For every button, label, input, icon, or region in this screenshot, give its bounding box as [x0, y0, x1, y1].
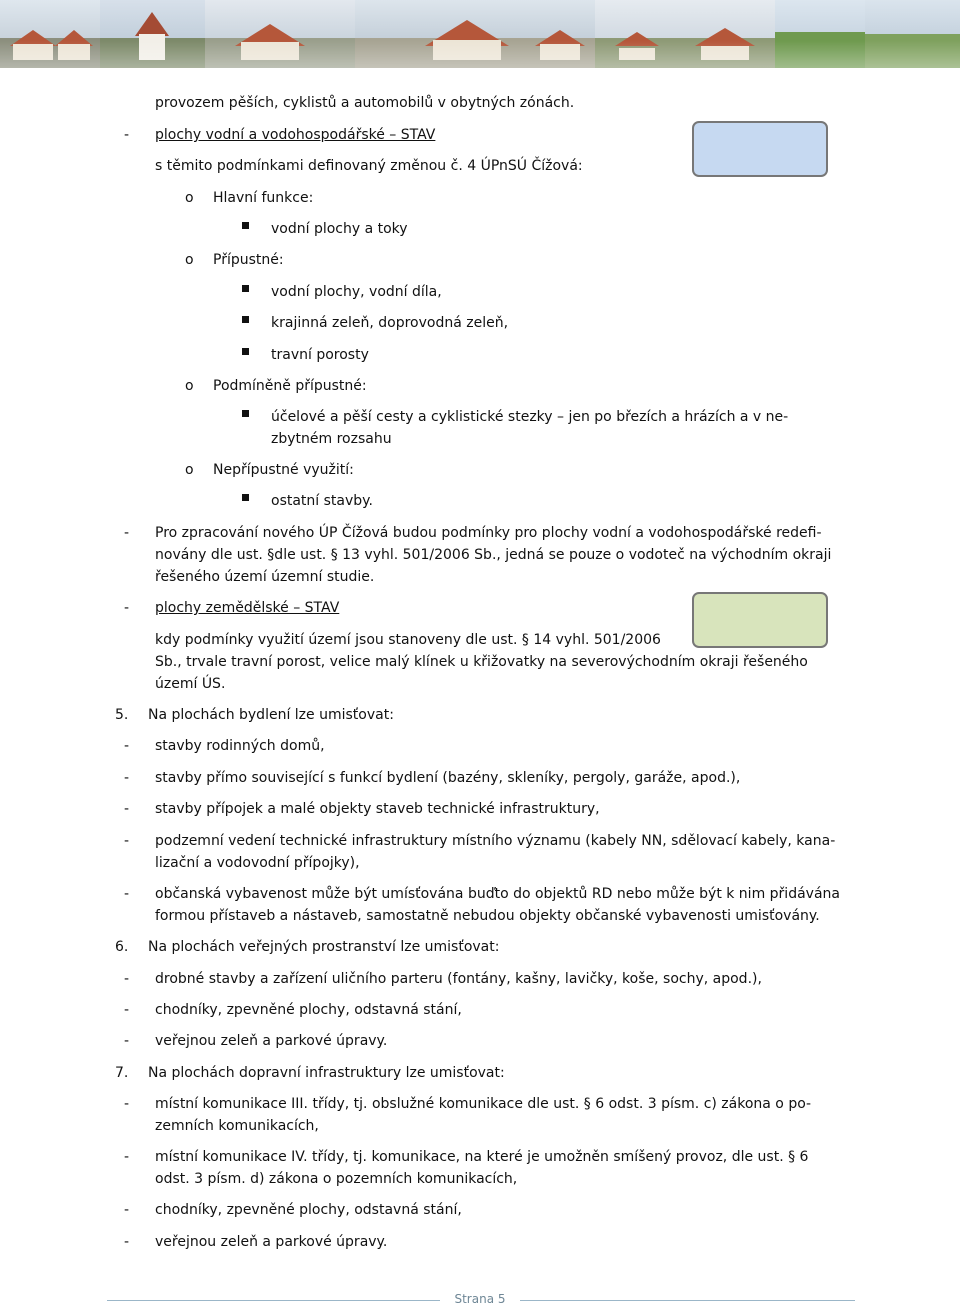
section-heading: Na plochách dopravní infrastruktury lze umisťovat: — [148, 1065, 505, 1081]
square-bullet — [242, 494, 249, 501]
list-item: drobné stavby a zařízení uličního parteru (fontány, kašny, lavičky, koše, sochy, apod.), — [155, 971, 762, 987]
agricultural-area-heading: plochy zemědělské – STAV — [155, 600, 340, 616]
text-line: řešeného území územní studie. — [155, 569, 375, 585]
list-item: veřejnou zeleň a parkové úpravy. — [155, 1033, 388, 1049]
section-heading: Na plochách veřejných prostranství lze umisťovat: — [148, 939, 500, 955]
dash-bullet: - — [124, 600, 130, 616]
circle-bullet: o — [185, 190, 194, 206]
list-item: chodníky, zpevněné plochy, odstavná stání, — [155, 1002, 462, 1018]
list-item: podzemní vedení technické infrastruktury místního významu (kabely NN, sdělovací kabely, kana- — [155, 833, 836, 849]
conditional-label: Podmíněně přípustné: — [213, 378, 367, 394]
list-item: chodníky, zpevněné plochy, odstavná stání, — [155, 1202, 462, 1218]
list-item: stavby přímo související s funkcí bydlení (bazény, skleníky, pergoly, garáže, apod.), — [155, 770, 741, 786]
dash-bullet: - — [124, 738, 130, 754]
dash-bullet: - — [124, 1002, 130, 1018]
list-item-continuation: lizační a vodovodní přípojky), — [155, 855, 360, 871]
list-item: travní porosty — [271, 347, 369, 363]
list-item: účelové a pěší cesty a cyklistické stezky – jen po březích a hrázích a v ne- — [271, 409, 789, 425]
permitted-label: Přípustné: — [213, 252, 284, 268]
dash-bullet: - — [124, 1096, 130, 1112]
list-item: krajinná zeleň, doprovodná zeleň, — [271, 315, 509, 331]
dash-bullet: - — [124, 801, 130, 817]
dash-bullet: - — [124, 833, 130, 849]
not-permitted-label: Nepřípustné využití: — [213, 462, 354, 478]
list-item-continuation: zemních komunikacích, — [155, 1118, 319, 1134]
dash-bullet: - — [124, 127, 130, 143]
agricultural-legend-swatch — [692, 592, 828, 648]
section-number: 7. — [115, 1065, 129, 1081]
main-function-label: Hlavní funkce: — [213, 190, 314, 206]
text-line: provozem pěších, cyklistů a automobilů v obytných zónách. — [155, 95, 575, 111]
dash-bullet: - — [124, 886, 130, 902]
text-line: s těmito podmínkami definovaný změnou č. 4 ÚPnSÚ Čížová: — [155, 158, 583, 174]
text-line: novány dle ust. §dle ust. § 13 vyhl. 501/2006 Sb., jedná se pouze o vodoteč na východním okraji — [155, 547, 832, 563]
section-heading: Na plochách bydlení lze umisťovat: — [148, 707, 394, 723]
section-number: 5. — [115, 707, 129, 723]
footer-rule-right — [520, 1300, 855, 1301]
square-bullet — [242, 410, 249, 417]
list-item: veřejnou zeleň a parkové úpravy. — [155, 1234, 388, 1250]
square-bullet — [242, 348, 249, 355]
list-item: vodní plochy a toky — [271, 221, 408, 237]
page-number: Strana 5 — [454, 1292, 506, 1306]
section-number: 6. — [115, 939, 129, 955]
square-bullet — [242, 285, 249, 292]
list-item-continuation: formou přístaveb a nástaveb, samostatně nebudou objekty občanské vybavenosti umisťovány. — [155, 908, 820, 924]
dash-bullet: - — [124, 1202, 130, 1218]
square-bullet — [242, 316, 249, 323]
text-line: kdy podmínky využití území jsou stanoveny dle ust. § 14 vyhl. 501/2006 — [155, 632, 661, 648]
circle-bullet: o — [185, 462, 194, 478]
list-item-continuation: odst. 3 písm. d) zákona o pozemních komunikacích, — [155, 1171, 518, 1187]
list-item: místní komunikace III. třídy, tj. obslužné komunikace dle ust. § 6 odst. 3 písm. c) zákona o po- — [155, 1096, 812, 1112]
dash-bullet: - — [124, 1149, 130, 1165]
text-line: území ÚS. — [155, 676, 226, 692]
dash-bullet: - — [124, 1033, 130, 1049]
list-item-continuation: zbytném rozsahu — [271, 431, 392, 447]
list-item: stavby rodinných domů, — [155, 738, 325, 754]
water-legend-swatch — [692, 121, 828, 177]
dash-bullet: - — [124, 971, 130, 987]
list-item: stavby přípojek a malé objekty staveb technické infrastruktury, — [155, 801, 600, 817]
text-line: Sb., trvale travní porost, velice malý klínek u křižovatky na severovýchodním okraji řešeného — [155, 654, 808, 670]
footer-rule-left — [107, 1300, 440, 1301]
list-item: vodní plochy, vodní díla, — [271, 284, 442, 300]
water-area-heading: plochy vodní a vodohospodářské – STAV — [155, 127, 436, 143]
header-photo-banner — [0, 0, 960, 68]
list-item: místní komunikace IV. třídy, tj. komunikace, na které je umožněn smíšený provoz, dle ust. § 6 — [155, 1149, 809, 1165]
dash-bullet: - — [124, 525, 130, 541]
list-item: občanská vybavenost může být umísťována buďto do objektů RD nebo může být k nim přidávána — [155, 886, 840, 902]
list-item: ostatní stavby. — [271, 493, 373, 509]
circle-bullet: o — [185, 378, 194, 394]
square-bullet — [242, 222, 249, 229]
circle-bullet: o — [185, 252, 194, 268]
dash-bullet: - — [124, 1234, 130, 1250]
text-line: Pro zpracování nového ÚP Čížová budou podmínky pro plochy vodní a vodohospodářské redefi- — [155, 525, 822, 541]
dash-bullet: - — [124, 770, 130, 786]
